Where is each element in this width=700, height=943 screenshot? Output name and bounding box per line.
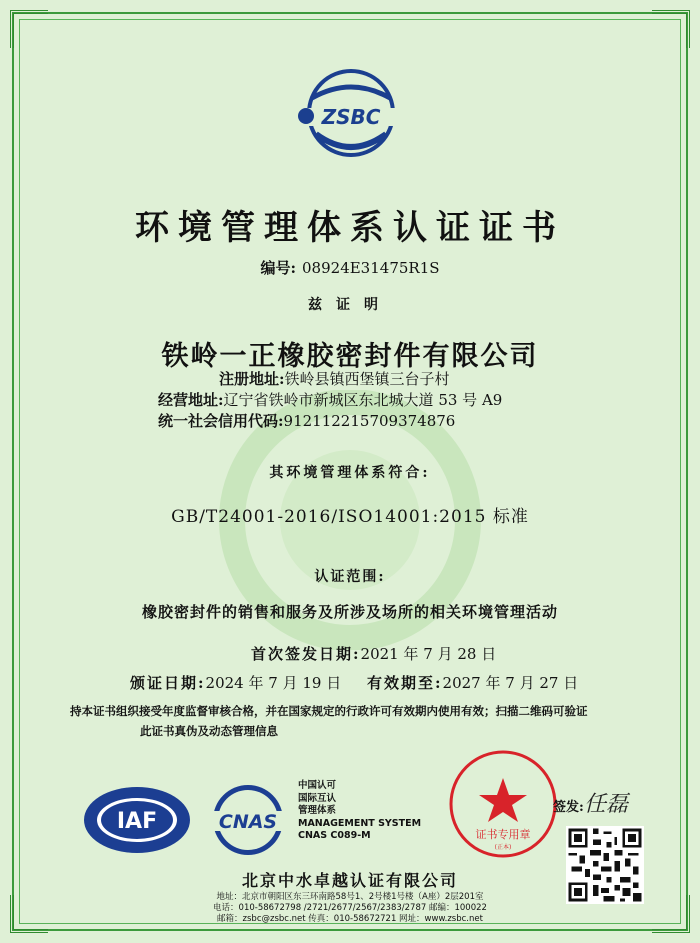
registered-address bbox=[219, 368, 450, 389]
certificate-number bbox=[0, 257, 700, 278]
credit-code-label: 统一社会信用代码: bbox=[158, 412, 284, 430]
validity-note: 持本证书组织接受年度监督审核合格，并在国家规定的行政许可有效期内使用有效；扫描二维码可验证 bbox=[70, 704, 588, 718]
hereby-certify: 兹证明 bbox=[308, 297, 392, 313]
cnas-line: 管理体系 bbox=[298, 805, 337, 817]
footer-contact: 邮箱：zsbc@zsbc.net 传真：010-58672721 网址：www.zsbc.net bbox=[217, 914, 483, 924]
certificate-title: 环境管理体系认证证书 bbox=[135, 208, 565, 248]
first-issue-value: 2021 年 7 月 28 日 bbox=[360, 645, 497, 663]
credit-code bbox=[158, 410, 455, 431]
iaf-logo-icon bbox=[82, 785, 192, 855]
logo-text: ZSBC bbox=[321, 105, 381, 129]
business-address bbox=[158, 389, 502, 410]
company-name: 铁岭一正橡胶密封件有限公司 bbox=[161, 341, 539, 372]
seal-sub-text: (正本) bbox=[494, 844, 512, 851]
first-issue-date bbox=[251, 643, 496, 664]
issuer-name: 北京中水卓越认证有限公司 bbox=[241, 871, 458, 890]
zsbc-globe-logo-icon bbox=[290, 68, 412, 168]
scope-label: 认证范围: bbox=[314, 569, 386, 585]
corner-ornament bbox=[10, 10, 48, 48]
signature-label: 签发: bbox=[553, 800, 584, 815]
first-issue-label: 首次签发日期: bbox=[251, 645, 361, 663]
cnas-text: CNAS bbox=[218, 811, 278, 833]
footer-phone: 电话：010-58672798 /2721/2677/2567/2383/2787 邮编：100022 bbox=[213, 903, 487, 913]
valid-until-label: 有效期至: bbox=[367, 674, 443, 692]
cnas-line: MANAGEMENT SYSTEM bbox=[298, 817, 422, 829]
cnas-line: 中国认可 bbox=[298, 780, 337, 791]
issue-date-label: 颁证日期: bbox=[130, 674, 206, 692]
conforms-label: 其环境管理体系符合: bbox=[269, 465, 431, 481]
credit-code-value: 912112215709374876 bbox=[283, 412, 456, 430]
official-seal-icon bbox=[447, 748, 559, 860]
valid-until bbox=[367, 672, 578, 693]
issue-date-value: 2024 年 7 月 19 日 bbox=[205, 674, 342, 692]
registered-address-label: 注册地址: bbox=[219, 370, 285, 388]
valid-until-value: 2027 年 7 月 27 日 bbox=[442, 674, 579, 692]
cnas-line: CNAS C089-M bbox=[298, 830, 371, 842]
cnas-line: 国际互认 bbox=[298, 792, 337, 804]
signature: 任磊 bbox=[584, 792, 629, 817]
iaf-text: IAF bbox=[116, 809, 158, 834]
issue-date bbox=[130, 672, 341, 693]
scope-text: 橡胶密封件的销售和服务及所涉及场所的相关环境管理活动 bbox=[141, 603, 558, 621]
seal-center-text: 证书专用章 bbox=[475, 828, 531, 841]
certificate-number-value: 08924E31475R1S bbox=[302, 259, 440, 277]
cnas-accreditation-text bbox=[298, 780, 421, 843]
business-address-value: 辽宁省铁岭市新城区东北城大道 53 号 A9 bbox=[223, 391, 503, 409]
cnas-logo-icon bbox=[204, 783, 292, 858]
business-address-label: 经营地址: bbox=[158, 391, 224, 409]
registered-address-value: 铁岭县镇西堡镇三台子村 bbox=[284, 370, 450, 388]
certificate-number-label: 编号: bbox=[260, 259, 297, 277]
validity-note-continued: 此证书真伪及动态管理信息 bbox=[140, 724, 278, 738]
standard-text: GB/T24001-2016/ISO14001:2015 标准 bbox=[171, 507, 529, 527]
corner-ornament bbox=[652, 10, 690, 48]
footer-address: 地址：北京市朝阳区东三环南路58号1、2号楼1号楼（A座）2层201室 bbox=[216, 892, 484, 902]
